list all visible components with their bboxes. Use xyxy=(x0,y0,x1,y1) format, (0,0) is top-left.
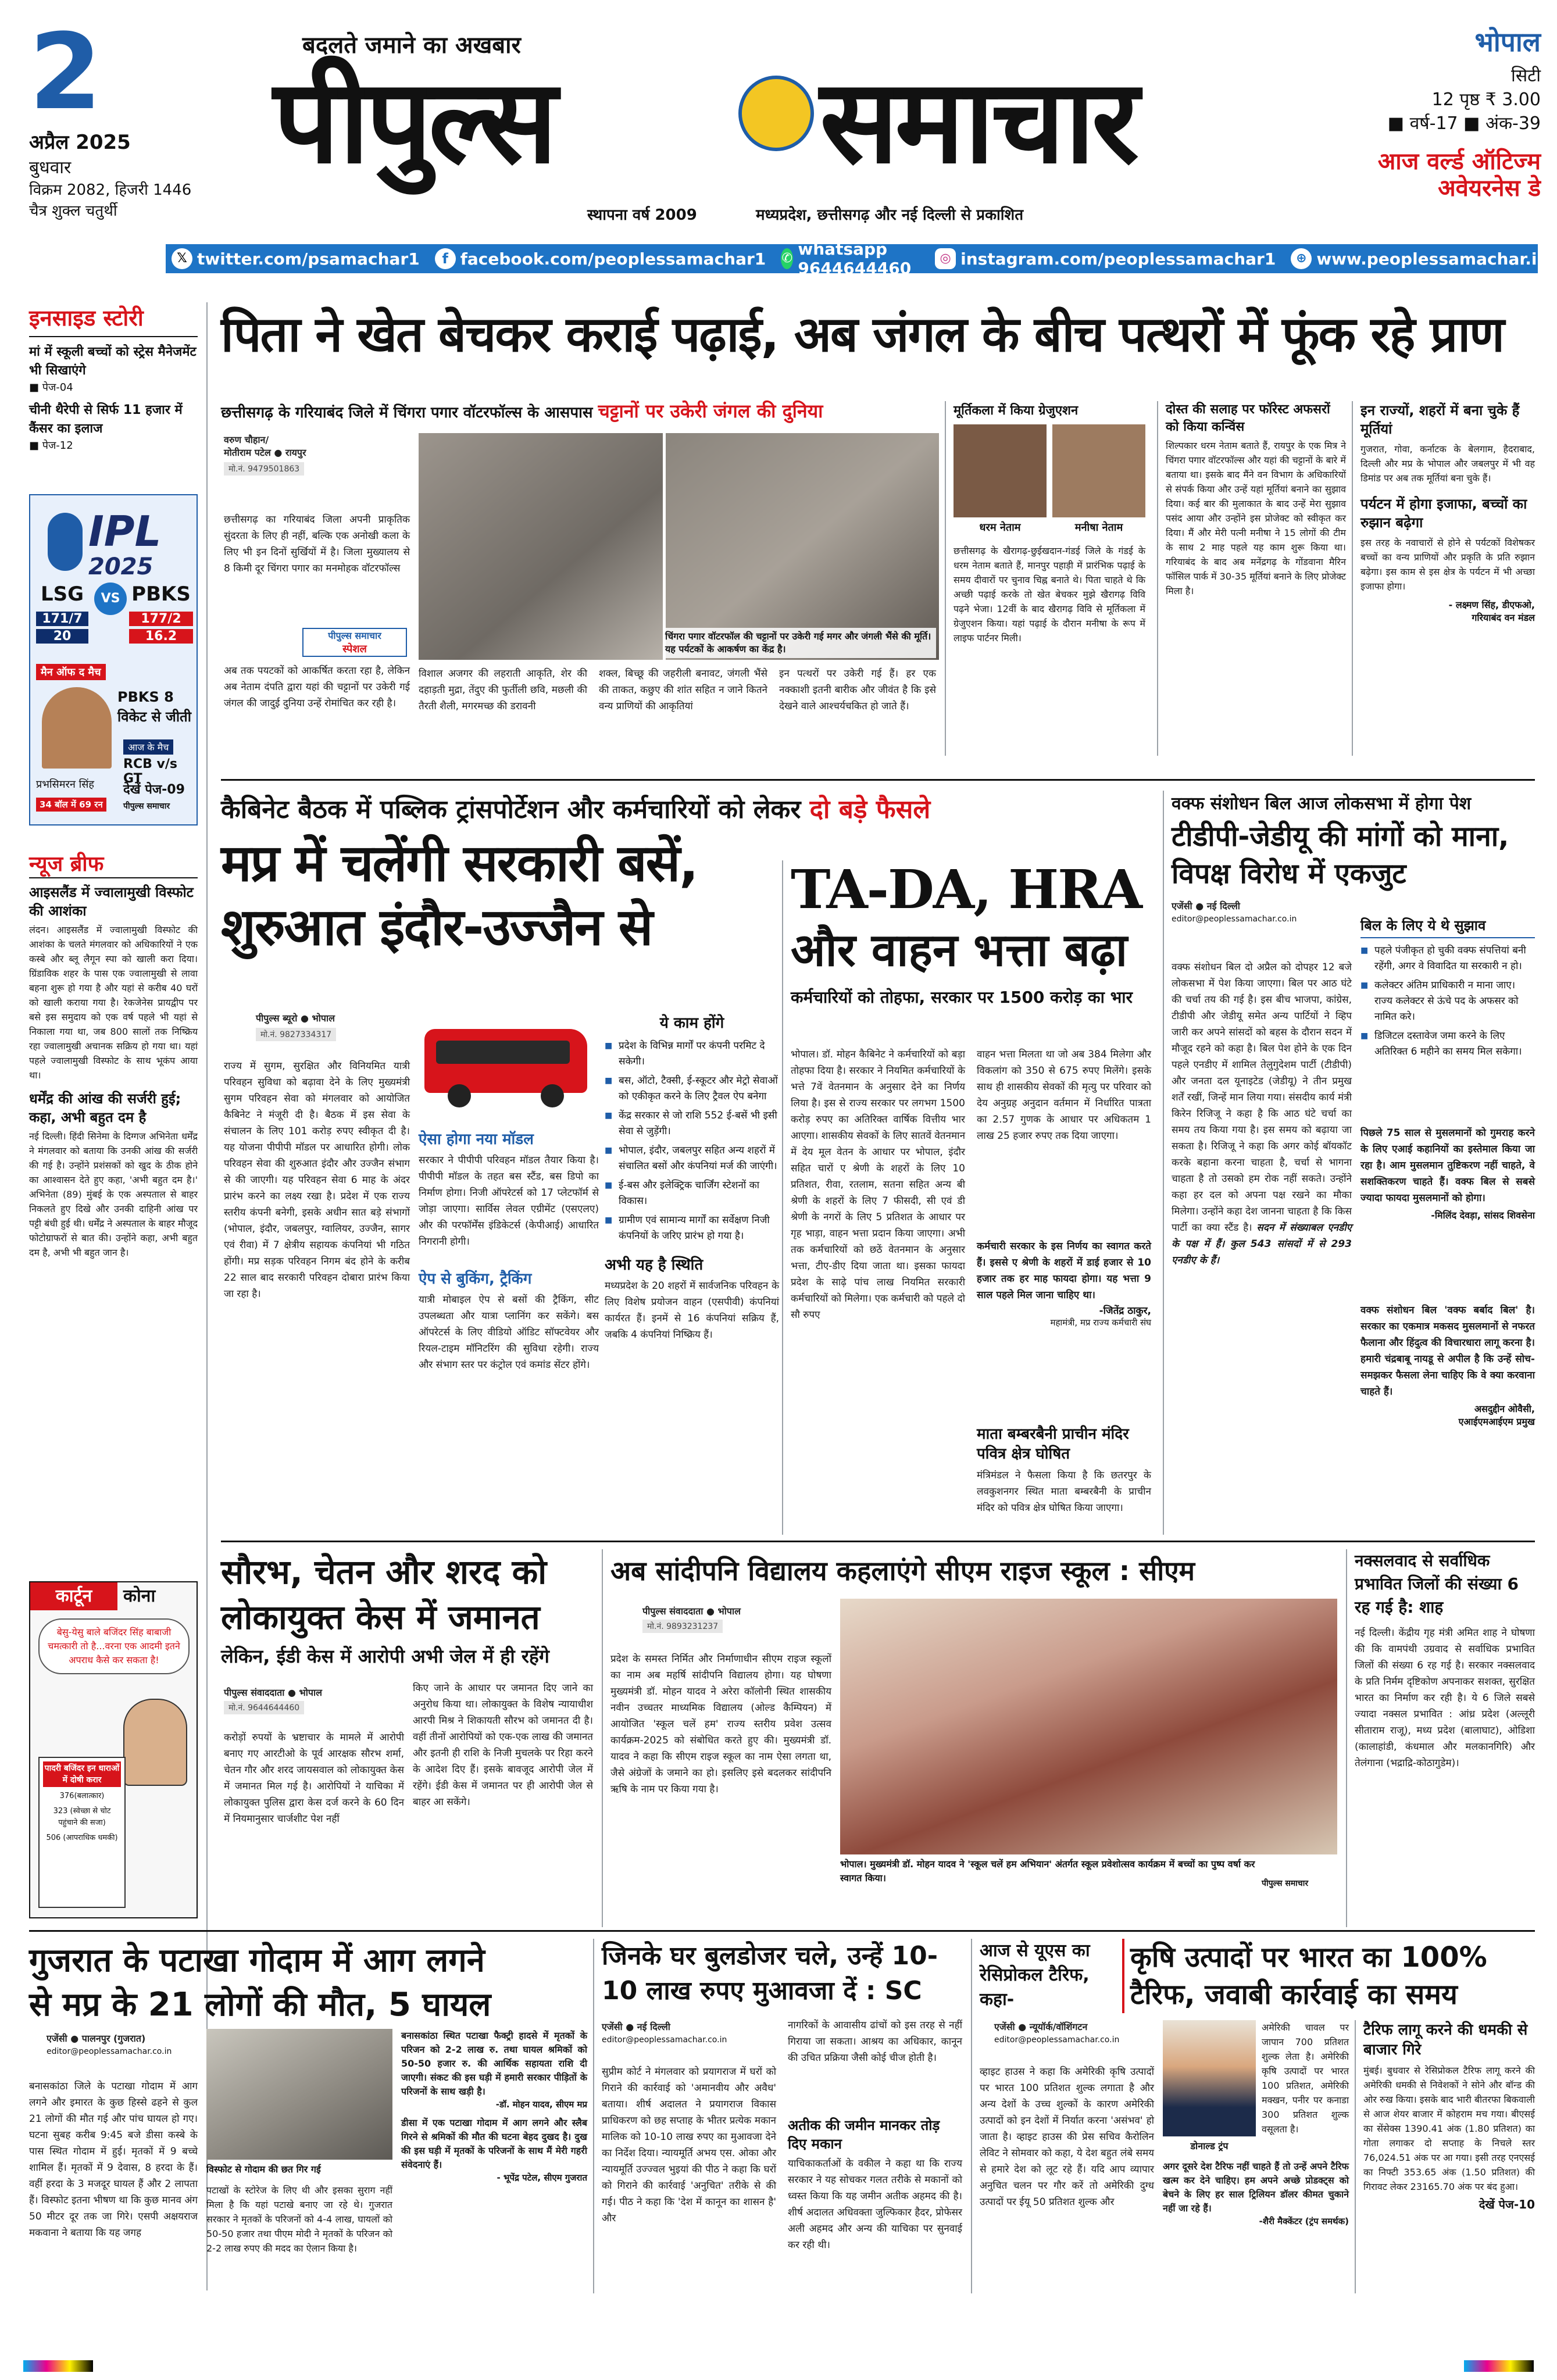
lead-rule-3 xyxy=(1352,401,1353,756)
ipl-credit: पीपुल्स समाचार xyxy=(123,802,170,811)
twitter-label: twitter.com/psamachar1 xyxy=(197,249,420,269)
lokayukta-body-1: करोड़ों रुपयों के भ्रष्टाचार के मामले में आरोपी बनाए गए आरटीओ के पूर्व आरक्षक सौरभ शर्मा, चेतन गौर और शरद जायसवाल को लोकायुक्त केस में जमानत मिल गई है। आरोपियों ने याचिका में लोकायुक्त पुलिस द्वारा केस दर्ज करने के 60 दिन में नियमानुसार चार्जशीट पेश नहीं xyxy=(224,1732,404,1825)
bus-byline: पीपुल्स ब्यूरो ● भोपाल मो.नं. 9827334317 xyxy=(256,1012,430,1041)
bulldozer-rule xyxy=(593,1939,594,2293)
buffalo-sculpture-photo xyxy=(666,433,939,660)
news-brief xyxy=(29,849,198,1260)
paper-title xyxy=(262,47,1250,209)
tariff-quote: अगर दूसरे देश टैरिफ नहीं चाहते हैं तो उन्हें अपने टैरिफ खत्म कर देने चाहिए। हम अपने अच्छे प्रोडक्ट्स को बेचने के लिए हर साल ट्रिलियन डॉलर कीमत चुकाने नहीं जा रहे हैं। -शैरी मैक्केंटर (ट्रंप समर्थक) xyxy=(1163,2161,1349,2227)
day-name: आज वर्ल्ड ऑटिज्म अवेयरनेस डे xyxy=(1377,148,1541,202)
atiq-box: अतीक की जमीन मानकर तोड़ दिए मकान याचिकाकर्ताओं के वकील ने कहा था कि राज्य सरकार ने यह सोचकर गलत तरीके से मकानों को ध्वस्त किया कि यह जमीन अतीक अहमद की है। शीर्ष अदालत अधिवक्ता जुल्फिकार हैदर, प्रोफेसर अली अहमद और अन्य की याचिका पर सुनवाई कर रही थी। xyxy=(788,2117,962,2251)
brief-head: न्यूज ब्रीफ xyxy=(29,849,198,878)
inside-head: इनसाइड स्टोरी xyxy=(29,302,198,337)
special-badge: पीपुल्स समाचार स्पेशल xyxy=(302,628,407,657)
manisha-photo xyxy=(1052,424,1145,517)
today-label: आज के मैच xyxy=(123,739,173,755)
tariff-headline: कृषि उत्पादों पर भारत का 100% टैरिफ, जवाबी कार्रवाई का समय xyxy=(1122,1939,1535,2013)
tada-headline: TA-DA, HRA और वाहन भत्ता बढ़ा कर्मचारियों को तोहफा, सरकार पर 1500 करोड़ का भार xyxy=(791,858,1141,1007)
tithi: चैत्र शुक्ल चतुर्थी xyxy=(29,202,117,220)
weekday: बुधवार xyxy=(29,158,72,178)
facebook-icon: f xyxy=(435,248,456,269)
deora-quote: पिछले 75 साल से मुसलमानों को गुमराह करने के लिए एआई कहानियों का इस्तेमाल किया जा रहा है। आम मुसलमान तुष्टिकरण नहीं चाहते, वे सशक्तिकरण चाहते हैं। वक्फ बिल से सबसे ज्यादा फायदा मुसलमानों को होगा। -मिलिंद देवड़ा, सांसद शिवसेना xyxy=(1360,1127,1535,1221)
waqf-suggest: बिल के लिए ये थे सुझाव ■ पहले पंजीकृत हो चुकी वक्फ संपत्तियां बनी रहेंगी, अगर वे विवादित या सरकारी न हो। ■ कलेक्टर अंतिम प्राधिकारी न माना जाए। राज्य कलेक्टर से ऊंचे पद के अफसर को नामित करे। ■ डिजिटल दस्तावेज जमा करने के लिए अतिरिक्त 6 महीने का समय मिल सकेगा। xyxy=(1360,916,1535,1063)
cmrise-body: प्रदेश के समस्त निर्मित और निर्माणाधीन सीएम राइज स्कूलों का नाम अब महर्षि सांदीपनि विद्यालय होगा। यह घोषणा मुख्यमंत्री डॉ. मोहन यादव ने अरेरा कॉलोनी स्थित शासकीय नवीन उच्चतर माध्यमिक विद्यालय (ओल्ड कैम्पियन) में आयोजित 'स्कूल चलें हम' राज्य स्तरीय प्रवेश उत्सव कार्यक्रम-2025 को संबोधित करते हुए की। मुख्यमंत्री डॉ. यादव ने कहा कि सीएम राइज स्कूल का नाम ऐसा लगता था, जैसे अंग्रेजों के जमाने का हो। इसलिए इसे बदलकर सांदीपनि ऋषि के नाम पर किया गया है। xyxy=(610,1653,831,1795)
instagram-label: instagram.com/peoplessamachar1 xyxy=(960,249,1276,269)
globe-icon: ⊕ xyxy=(1291,248,1312,269)
gujarat-byline: एजेंसी ● पालनपुर (गुजरात) editor@peoplessamachar.co.in xyxy=(47,2033,172,2056)
waqf-rule xyxy=(1163,791,1164,1535)
gujarat-body-2: पटाखों के स्टोरेज के लिए थी और इसका सुराग नहीं मिला है कि यहां पटाखे बनाए जा रहे थे। गुजरात सरकार ने मृतकों के परिजनों को 4-4 लाख, घायलों को 50-50 हजार तथा पीएम मोदी ने मृतकों के परिजन को 2-2 लाख रुपए की मदद का ऐलान किया है। xyxy=(206,2185,392,2254)
website-link[interactable] xyxy=(1291,248,1548,269)
tariff-byline: एजेंसी ● न्यूयॉर्क/वॉशिंगटन editor@peoplessamachar.co.in xyxy=(994,2021,1120,2045)
naxal-rule xyxy=(1346,1549,1347,1927)
edition-block xyxy=(1349,23,1541,202)
bulldozer-headline: जिनके घर बुलडोजर चले, उन्हें 10- 10 लाख रुपए मुआवजा दें : SC xyxy=(602,1941,938,2006)
lead-bottom-rule xyxy=(221,779,1535,781)
gujarat-headline: गुजरात के पटाखा गोदाम में आग लगने से मप्र के 21 लोगों की मौत, 5 घायल xyxy=(29,1942,491,2024)
owaisi-quote: वक्फ संशोधन बिल 'वक्फ बर्बाद बिल' है। सरकार का एकमात्र मकसद मुसलमानों से नफरत फैलाना और हिंदुत्व की विचारधारा लागू करना है। हमारी चंद्रबाबू नायडू से अपील है कि उन्हें सोच-समझकर फैसला लेना चाहिए कि वे क्या करवाना चाहते हैं। असदुद्दीन ओवैसी, एआईएमआईएम प्रमुख xyxy=(1360,1305,1535,1427)
lead-headline: पिता ने खेत बेचकर कराई पढ़ाई, अब जंगल के बीच पत्थरों में फूंक रहे प्राण xyxy=(221,306,1504,363)
edition: सिटी xyxy=(1511,66,1541,86)
bulldozer-body-1: सुप्रीम कोर्ट ने मंगलवार को प्रयागराज में घरों को गिराने की कार्रवाई को 'अमानवीय और अवैध' बताया। शीर्ष अदालत ने प्रयागराज विकास प्राधिकरण को छह सप्ताह के भीतर प्रत्येक मकान मालिक को 10-10 लाख रुपए का मुआवजा देने का निर्देश दिया। न्यायमूर्ति अभय एस. ओका और न्यायमूर्ति उज्ज्वल भुइयां की पीठ ने कहा कि घरों को गिराने की कार्रवाई 'अनुचित' तरीके से की गई। पीठ ने कहा कि 'देश में कानून का शासन है' और xyxy=(602,2066,776,2224)
sculpt-box: मूर्तिकला में किया ग्रेजुएशन धरम नेताम मनीषा नेताम छत्तीसगढ़ के खैरागढ़-छुईखदान-गंडई जिले के गंडई के धरम नेताम बताते हैं, मानपुर पहाड़ी में प्रारंभिक पढ़ाई के समय दीवारों पर चुनाव चिह्न बनाते थे। पिता चाहते थे कि अच्छी पढ़ाई करके तो खेत बेचकर मुझे खैरागढ़ विवि पढ़ने भेजा। 12वीं के बाद खैरागढ़ विवि से मूर्तिकला में ग्रेजुएशन किया। यहां पढ़ाई के दौरान मनीषा के रूप में लाइफ पार्टनर मिली। xyxy=(954,403,1145,644)
website-label: www.peoplessamachar.in xyxy=(1316,249,1549,269)
bus-headline: मप्र में चलेंगी सरकारी बसें, शुरुआत इंदौर-उज्जैन से xyxy=(221,833,698,957)
tariff-see-page[interactable]: देखें पेज-10 xyxy=(1479,2197,1535,2211)
brief-1-body: लंदन। आइसलैंड में ज्वालामुखी विस्फोट की आशंका के चलते मंगलवार को अधिकारियों ने एक कस्बे और ब्लू लैगून स्पा को खाली करा दिया। ग्रिंडाविक शहर के पास एक ज्वालामुखी से लावा बहना शुरू हो गया है और यहां से करीब 40 घरों को खाली कराया गया है। रेकजेनेस प्रायद्वीप पर बसे इस समुदाय को एक वर्ष पहले भी यहां से निकाला गया था, जब 800 सालों तक निष्क्रिय रहा ज्वालामुखी अचानक सक्रिय हो गया था। यहां पहले ज्वालामुखी विस्फोट के साथ भूकंप आया था। xyxy=(29,924,198,1081)
ipl-batsman-icon xyxy=(48,513,83,571)
registration-colors xyxy=(0,2360,1557,2378)
pages-price: 12 पृष्ठ ₹ 3.00 xyxy=(1431,90,1541,110)
social-bar xyxy=(166,240,1549,278)
cartoon-figure xyxy=(123,1699,187,1786)
lead-col-2: विशाल अजगर की लहराती आकृति, शेर की दहाड़ती मुद्रा, तेंदुए की फुर्तीली छवि, मछली की तैरती शैली, मगरमच्छ की डरावनी xyxy=(419,668,587,712)
tariff-body-2: अमेरिकी चावल पर जापान 700 प्रतिशत शुल्क लेता है। अमेरिकी कृषि उत्पादों पर भारत 100 प्रतिशत, अमेरिकी मक्खन, पनीर पर कनाडा 300 प्रतिशत शुल्क वसूलता है। xyxy=(1262,2022,1349,2135)
bulldozer-body-2: नागरिकों के आवासीय ढांचों को इस तरह से नहीं गिराया जा सकता। आश्रय का अधिकार, कानून की उचित प्रक्रिया जैसी कोई चीज होती है। xyxy=(788,2020,962,2064)
lokayukta-byline: पीपुल्स संवाददाता ● भोपाल मो.नं. 9644644460 xyxy=(224,1686,398,1714)
trump-photo xyxy=(1163,2020,1256,2136)
date-month: अप्रैल 2025 xyxy=(29,131,131,154)
title-right: समाचार xyxy=(820,54,1136,190)
bus-body: राज्य में सुगम, सुरक्षित और विनियमित यात्री परिवहन सुविधा को बढ़ावा देने के लिए मुख्यमंत्री सुगम परिवहन सेवा को मंगलवार को आयोजित कैबिनेट ने मंजूरी दी है। बैठक में इस सेवा के संचालन के लिए 101 करोड़ रुपए स्वीकृत दी है। यह योजना पीपीपी मॉडल पर आधारित होगी। लोक परिवहन सेवा की शुरुआत इंदौर और उज्जैन संभाग से की जाएगी। यह परिवहन सेवा 6 माह के अंदर प्रारंभ करने का लक्ष्य रखा है। प्रदेश में एक राज्य स्तरीय कंपनी बनेगी, इसके अधीन सात बड़े संभागों (भोपाल, इंदौर, जबलपुर, ग्वालियर, उज्जैन, सागर एवं रीवा) में 7 क्षेत्रीय सहायक कंपनियां भी गठित होंगी। मप्र सड़क परिवहन निगम बंद होने के करीब 22 साल बाद सरकारी परिवहन दोबारा प्रारंभ किया जा रहा है। xyxy=(224,1060,410,1300)
cmrise-headline: अब सांदीपनि विद्यालय कहलाएंगे सीएम राइज स्कूल : सीएम xyxy=(610,1555,1195,1586)
lokayukta-headline: सौरभ, चेतन और शरद को लोकायुक्त केस में जमानत लेकिन, ईडी केस में आरोपी अभी जेल में ही रहेंगे xyxy=(221,1552,549,1667)
lead-byline: वरुण चौहान/ मोतीराम पटेल ● रायपुर मो.नं. 9479501863 xyxy=(224,433,410,476)
forest-box: दोस्त की सलाह पर फॉरेस्ट अफसरों को किया कन्विंस शिल्पकार धरम नेताम बताते हैं, रायपुर के एक मित्र ने चिंगरा पगार वॉटरफॉल्स और यहां की चट्टानों के बारे में बताया था। इसके बाद मैंने वन विभाग के अधिकारियों से संपर्क किया और उन्हें यहां मूर्तियां बनाने का सुझाव दिया। कई बार की मुलाकात के बाद उन्हें मेरा सुझाव पसंद आया और उन्होंने इस प्रोजेक्ट को स्वीकृत कर दिया। मैं और मेरी पत्नी मनीषा ने 15 लोगों की टीम के साथ 2 माह पहले यह काम शुरू किया था। गरियाबंद के बाद अब मनेंद्रगढ़ के गोंडवाना मैरिन फॉसिल पार्क में 30-35 मूर्तियां बनाने के लिए प्रोजेक्ट मिला है। xyxy=(1166,402,1346,596)
works-box: ये काम होंगे ■ प्रदेश के विभिन्न मार्गों पर कंपनी परमिट दे सकेगी। ■ बस, ऑटो, टैक्सी, ई-स्कूटर और मेट्रो सेवाओं को एकीकृत करने के लिए ट्रैवल ऐप बनेगा ■ केंद्र सरकार से जो राशि 552 ई-बसें भी इसी सेवा से जुड़ेंगी। ■ भोपाल, इंदौर, जबलपुर सहित अन्य शहरों में संचालित बसों और कंपनियां मर्ज की जाएंगी। ■ ई-बस और इलेक्ट्रिक चार्जिंग स्टेशनों का विकास। ■ ग्रामीण एवं सामान्य मार्गों का सर्वेक्षण निजी कंपनियों के जरिए प्रारंभ हो गया है। अभी यह है स्थिति मध्यप्रदेश के 20 शहरों में सार्वजनिक परिवहन के लिए विशेष प्रयोजन वाहन (एसपीवी) कंपनियां कार्यरत हैं। इनमें से 16 कंपनियां सक्रिय हैं, जबकि 4 कंपनियां निष्क्रिय हैं। xyxy=(605,1012,779,1343)
cartoon-bubble: बेसु-येसु बाले बजिंदर सिंह बाबाजी चमत्कारी तो है...वरना एक आदमी इतने अपराध कैसे कर सकता है! xyxy=(38,1618,190,1674)
model-box: ऐसा होगा नया मॉडल सरकार ने पीपीपी परिवहन मॉडल तैयार किया है। पीपीपी मॉडल के तहत बस स्टैंड, बस डिपो का निर्माण होगा। निजी ऑपरेटर्स को 17 प्लेटफॉर्म से जोड़ा जाएगा। सार्विस लेवल एग्रीमेंट (एसएलए) और की परफॉर्मेंस इंडिकेटर्स (केपीआई) आधारित निगरानी होगी। ऐप से बुकिंग, ट्रैकिंग यात्री मोबाइल ऐप से बसों की ट्रैकिंग, सीट उपलब्धता और यात्रा प्लानिंग कर सकेंगे। बस ऑपरेटर्स के लिए वीडियो ऑडिट सॉफ्टवेयर और रियल-टाइम मॉनिटरिंग की सुविधा रहेगी। राज्य और संभाग स्तर पर कंट्रोल एवं कमांड सेंटर होंगे। xyxy=(419,1131,599,1371)
tada-body-2: वाहन भत्ता मिलता था जो अब 384 मिलेगा और विकलांग को 350 से 675 रुपए मिलेंगे। इसके साथ ही शासकीय सेवकों की मृत्यु पर परिवार को देय अनुग्रह अनुदान वर्तमान में निर्धारित पात्रता का 2.57 गुणक के आधार पर अधिकतम 1 लाख 25 हजार रुपए तक दिया जाएगा। xyxy=(977,1049,1151,1142)
whatsapp-link[interactable] xyxy=(781,240,920,278)
founded: स्थापना वर्ष 2009 xyxy=(587,206,697,224)
works-list: ■ प्रदेश के विभिन्न मार्गों पर कंपनी परमिट दे सकेगी। ■ बस, ऑटो, टैक्सी, ई-स्कूटर और मेट्रो सेवाओं को एकीकृत करने के लिए ट्रैवल ऐप बनेगा ■ केंद्र सरकार से जो राशि 552 ई-बसें भी इसी सेवा से जुड़ेंगी। ■ भोपाल, इंदौर, जबलपुर सहित अन्य शहरों में संचालित बसों और कंपनियां मर्ज की जाएंगी। ■ ई-बस और इलेक्ट्रिक चार्जिंग स्टेशनों का विकास। ■ ग्रामीण एवं सामान्य मार्गों का सर्वेक्षण निजी कंपनियों के जरिए प्रारंभ हो गया है। xyxy=(605,1038,779,1244)
cartoon-board: पादरी बजिंदर इन धाराओं में दोषी करार 376(बलात्कार) 323 (स्वेच्छा से चोट पहुंचाने की सजा) 506 (आपराधिक धमकी) xyxy=(38,1757,126,1908)
whatsapp-label: whatsapp 9644644460 xyxy=(798,240,912,278)
lead-rule-1 xyxy=(945,401,946,756)
date-block xyxy=(29,12,203,256)
bulldozer-byline: एजेंसी ● नई दिल्ली editor@peoplessamachar.co.in xyxy=(602,2021,727,2045)
lead-body-2: अब तक पयटकों को आकर्षित करता रहा है, लेकिन अब नेताम दंपति द्वारा यहां की चट्टानों पर उकेरी गई जंगल की जादुई दुनिया उन्हें रोमांचित कर रही है। xyxy=(224,665,410,709)
crocodile-sculpture-photo xyxy=(419,433,663,660)
market-box: टैरिफ लागू करने की धमकी से बाजार गिरे मुंबई। बुधवार से रेसिप्रोकल टैरिफ लागू करने की अमेरिकी धमकी से निवेशकों ने सोने और बॉन्ड की ओर रुख किया। इसके बाद भारी बीतरफा बिकवाली से आज शेयर बाजार में कोहराम मच गया। बीएसई का सेंसेक्स 1390.41 अंक (1.80 प्रतिशत) का गोता लगाकर दो सप्ताह के निचले स्तर 76,024.51 अंक पर आ गया। इसी तरह एनएसई का निफ्टी 353.65 अंक (1.50 प्रतिशत) की गिरावट लेकर 23165.70 अंक पर बंद हुआ। देखें पेज-10 xyxy=(1363,2021,1535,2211)
inside-item-2[interactable]: चीनी थैरेपी से सिर्फ 11 हजार में कैंसर का इलाज ■ पेज-12 xyxy=(29,403,183,452)
lokayukta-body-2: किए जाने के आधार पर जमानत दिए जाने का अनुरोध किया था। लोकायुक्त के विशेष न्यायाधीश आरपी मिश्र ने शिकायती सौरभ को जमानत दी है। वहीं तीनों आरोपियों को एक-एक लाख की जमानत और इतनी ही राशि के निजी मुचलके पर रिहा करने के आदेश दिए हैं। इसके बावजूद आरोपी जेल में रहेंगे। ईडी केस में जमानत पर ही आरोपी जेल से बाहर आ सकेंगे। xyxy=(413,1682,593,1808)
states-box: इन राज्यों, शहरों में बना चुके हैं मूर्तियां गुजरात, गोवा, कर्नाटक के बेलगाम, हैदराबाद, दिल्ली और मप्र के भोपाल और जबलपुर में भी वह डिमांड पर अब तक मूर्तियां बना चुके हैं। पर्यटन में होगा इजाफा, बच्चों का रुझान बढ़ेगा इस तरह के नवाचारों से होने से पर्यटकों विशेषकर बच्चों का वन्य प्राणियों और प्रकृति के प्रति रुझान बढ़ेगा। इस काम से इस क्षेत्र के पर्यटन में भी अच्छा इजाफा होगा। - लक्ष्मण सिंह, डीएफओ, गरियाबंद वन मंडल xyxy=(1360,402,1535,623)
lead-subhead: छत्तीसगढ़ के गरियाबंद जिले में चिंगरा पगार वॉटरफॉल्स के आसपास चट्टानों पर उकेरी जंगल की दुनिया xyxy=(221,400,823,422)
temple-box: माता बम्बरबैनी प्राचीन मंदिर पवित्र क्षेत्र घोषित मंत्रिमंडल ने फैसला किया है कि छतरपुर के लवकुशनगर स्थित माता बम्बरबैनी के प्राचीन मंदिर को पवित्र क्षेत्र घोषित किया जाएगा। xyxy=(977,1425,1151,1514)
brief-2-body: नई दिल्ली। हिंदी सिनेमा के दिग्गज अभिनेता धर्मेंद्र ने मंगलवार को बताया कि उनकी आंख की सर्जरी की गई है। उन्होंने प्रशंसकों को खुद के ठीक होने का आश्वासन देते हुए कहा, 'अभी बहुत दम है।' अभिनेता (89) मुंबई के एक अस्पताल से बाहर निकलते हुए दिखे और उनकी दाहिनी आंख पर पट्टी बंधी हुई थी। धर्मेंद्र ने अस्पताल के बाहर मौजूद फोटोग्राफरों से बात की। उन्होंने कहा, अभी बहुत दम है, अभी भी बहुत जान है। xyxy=(29,1131,198,1258)
tariff-rule xyxy=(971,1939,972,2293)
cabinet-kicker: कैबिनेट बैठक में पब्लिक ट्रांसपोर्टेशन और कर्मचारियों को लेकर दो बड़े फैसले xyxy=(221,795,931,824)
warehouse-collapse-photo xyxy=(206,2029,392,2160)
title-left: पीपुल्स xyxy=(273,54,554,190)
instagram-link[interactable] xyxy=(935,248,1276,269)
cmrise-byline: पीपुल्स संवाददाता ● भोपाल मो.नं. 9893231237 xyxy=(642,1604,817,1633)
bus-illustration xyxy=(419,1006,593,1116)
lead-photo-caption: चिंगरा पगार वॉटरफॉल की चट्टानों पर उकेरी गई मगर और जंगली भैंसे की मूर्ति। यह पर्यटकों के आकर्षण का केंद्र है। xyxy=(663,628,936,658)
masthead xyxy=(0,0,1557,259)
tada-body-1: भोपाल। डॉ. मोहन कैबिनेट ने कर्मचारियों को बड़ा तोहफा दिया है। सरकार ने नियमित कर्मचारियों के भत्ते 7वें वेतनमान के अनुसार देने का निर्णय लिया है। इस से राज्य सरकार पर लगभग 1500 करोड़ रुपए का अतिरिक्त वार्षिक वित्तीय भार आएगा। शासकीय सेवकों के लिए सातवें वेतनमान में देय मूल वेतन के आधार पर भोपाल, इंदौर सहित चारों ए श्रेणी के शहरों के लिए 10 प्रतिशत, रीवा, रतलाम, सतना सहित अन्य बी श्रेणी के शहरों के लिए 7 फीसदी, सी एवं डी श्रेणी के नगरों के लिए 5 प्रतिशत के आधार पर गृह भाड़ा, वाहन भत्ता प्रदान किया जाएगा। अभी तक कर्मचारियों को छठें वेतनमान के अनुसार भत्ता, टीए-डीए दिया जाता था। इसका फायदा प्रदेश के साढ़े पांच लाख नियमित सरकारी कर्मचारियों को मिलेगा। एक कर्मचारी को पहले दो सौ रुपए xyxy=(791,1049,965,1321)
whatsapp-icon: ✆ xyxy=(781,248,793,269)
ipl-box xyxy=(29,494,198,826)
brief-1-head: आइसलैंड में ज्वालामुखी विस्फोट की आशंका xyxy=(29,884,194,919)
cmrise-credit: पीपुल्स समाचार xyxy=(1262,1879,1309,1888)
gujarat-caption: विस्फोट से गोदाम की छत गिर गई xyxy=(206,2164,321,2175)
lead-col-3: शक्ल, बिच्छू की जहरीली बनावट, जंगली भैंसे की ताकत, कछुए की शांत सहित न जाने कितने वन्य प्राणियों की आकृतियां xyxy=(599,668,767,712)
cmrise-rule xyxy=(602,1549,603,1927)
instagram-icon: ◎ xyxy=(935,248,956,269)
year-issue: ■ वर्ष-17 ■ अंक-39 xyxy=(1387,113,1541,134)
see-page[interactable]: देखें पेज-09 xyxy=(123,782,185,797)
inside-story xyxy=(29,302,198,452)
inside-item-1[interactable]: मां में स्कूली बच्चों को स्ट्रेस मैनेजमेंट भी सिखाएंगे ■ पेज-04 xyxy=(29,345,197,394)
cmrise-caption: भोपाल। मुख्यमंत्री डॉ. मोहन यादव ने 'स्कूल चलें हम अभियान' अंतर्गत स्कूल प्रवेशोत्सव कार्यक्रम में बच्चों का पुष्प वर्षा कर स्वागत किया। xyxy=(840,1859,1255,1884)
player-name: प्रभसिमरन सिंह xyxy=(36,778,94,791)
tada-quote: कर्मचारी सरकार के इस निर्णय का स्वागत करते हैं। इससे ए श्रेणी के शहरों में डाई हजार से 10 हजार तक हर माह फायदा होगा। यह भत्ता 9 साल पहले मिल जाना चाहिए था। -जितेंद्र ठाकुर, महामंत्री, मप्र राज्य कर्मचारी संघ xyxy=(977,1241,1151,1328)
lead-col-4: इन पत्थरों पर उकेरी गई हैं। हर एक नक्काशी इतनी बारीक और जीवंत है कि इसे देखने वाले आश्चर्यचकित हो जाते हैं। xyxy=(779,668,936,712)
mom-label: मैन ऑफ द मैच xyxy=(36,664,106,680)
brief-2-head: धर्मेंद्र की आंख की सर्जरी हुई; कहा, अभी बहुत दम है xyxy=(29,1091,181,1125)
mid-rule xyxy=(221,1541,1535,1542)
facebook-link[interactable] xyxy=(435,248,766,269)
samvat: विक्रम 2082, हिजरी 1446 xyxy=(29,181,192,199)
twitter-link[interactable] xyxy=(172,248,420,269)
published: मध्यप्रदेश, छत्तीसगढ़ और नई दिल्ली से प्रकाशित xyxy=(756,206,1024,224)
gujarat-quotes: बनासकांठा स्थित पटाखा फैक्ट्री हादसे में मृतकों के परिजन को 2-2 लाख रु. तथा घायल श्रमिकों को 50-50 हजार रु. की आर्थिक सहायता राशि दी जाएगी। संकट की इस घड़ी में हमारी सरकार पीड़ितों के परिजनों के साथ खड़ी है। -डॉ. मोहन यादव, सीएम मप्र डीसा में एक पटाखा गोदाम में आग लगने और स्लैब गिरने से श्रमिकों की मौत की घटना बेहद दुखद है। दुख की इस घड़ी में मृतकों के परिजनों के साथ मैं मेरी गहरी संवेदनाएं हैं। - भूपेंद्र पटेल, सीएम गुजरात xyxy=(401,2030,587,2183)
ipl-result: PBKS 8 विकेट से जीती xyxy=(117,689,191,725)
lead-rule-2 xyxy=(1157,401,1158,756)
facebook-label: facebook.com/peoplessamachar1 xyxy=(460,249,766,269)
market-rule xyxy=(1355,2020,1356,2293)
gujarat-body: बनासकांठा जिले के पटाखा गोदाम में आग लगने और इमारत के कुछ हिस्से ढहने से कुल 21 लोगों की मौत गई और पांच घायल हो गए। घटना सुबह करीब 9:45 बजे डीसा कस्बे के पास स्थित गोदाम में हुई। मृतकों में 9 बच्चे शामिल हैं। मृतकों में 9 देवास, 8 हरदा के हैं। वहीं हरदा के 3 मजदूर घायल हैं और 2 लापता हैं। विस्फोट इतना भीषण था कि कुछ मानव अंग 50 मीटर दूर तक जा गिरे। एसपी अक्षयराज मकवाना ने बताया कि यह जगह xyxy=(29,2081,198,2239)
tariff-body-1: व्हाइट हाउस ने कहा कि अमेरिकी कृषि उत्पादों पर भारत 100 प्रतिशत शुल्क लगाता है और अन्य देशों के उच्च शुल्कों के कारण अमेरिकी उत्पादों को इन देशों में निर्यात करना 'असंभव' हो जाता है। व्हाइट हाउस की प्रेस सचिव कैरोलिन लेविट ने सोमवार को कहा, ये देश बहुत लंबे समय से हमारे देश को लूट रहे हैं। यदि आप व्यापार अनुचित चलन पर गौर करें तो अमेरिकी दुग्ध उत्पादों पर ईयू 50 प्रतिशत शुल्क और xyxy=(980,2066,1154,2208)
player-photo xyxy=(42,687,112,769)
tagline: बदलते जमाने का अखबार xyxy=(302,32,521,59)
logo-emblem xyxy=(738,76,814,151)
ipl-logo: IPL 2025 xyxy=(48,507,181,577)
cm-flower-shower-photo xyxy=(840,1599,1337,1854)
naxal-box: नक्सलवाद से सर्वाधिक प्रभावित जिलों की संख्या 6 रह गई है: शाह नई दिल्ली। केंद्रीय गृह मंत्री अमित शाह ने घोषणा की कि वामपंथी उग्रवाद से सर्वाधिक प्रभावित जिलों की संख्या 6 रह गई है। सरकार नक्सलवाद के प्रति निर्मम दृष्टिकोण अपनाकर सशक्त, सुरक्षित भारत का निर्माण कर रही है। ये 6 जिले सबसे ज्यादा नक्सल प्रभावित : आंध्र प्रदेश (अल्लूरी सीताराम राजू), मध्य प्रदेश (बालाघाट), ओडिशा (कालाहांडी, कंधमाल और मलकानगिरि) और तेलंगाना (भद्राद्रि-कोठागुडेम)। xyxy=(1355,1551,1535,1769)
tada-rule xyxy=(782,860,783,1535)
dharam-photo xyxy=(954,424,1047,517)
cartoon-label: कार्टून कोना xyxy=(30,1582,199,1610)
waqf-box: वक्फ संशोधन बिल आज लोकसभा में होगा पेश टीडीपी-जेडीयू की मांगों को माना, विपक्ष विरोध में एकजुट एजेंसी ● नई दिल्ली editor@peoplessamachar.co.in xyxy=(1172,794,1509,924)
lower-rule xyxy=(29,1930,1535,1932)
cartoon-box xyxy=(29,1581,198,1918)
waqf-body: वक्फ संशोधन बिल दो अप्रैल को दोपहर 12 बजे लोकसभा में पेश किया जाएगा। बिल पर आठ घंटे की चर्चा तय की गई है। इस बीच भाजपा, कांग्रेस, टीडीपी और जेडीयू समेत अन्य पार्टियों ने व्हिप जारी कर अपने सांसदों को बहस के दौरान सदन में मौजूद रहने को कहा है। बिल पेश होने के एक दिन पहले एनडीए में शामिल तेलुगुदेशम पार्टी (टीडीपी) और जनता दल यूनाइटेड (जेडीयू) ने तीन प्रमुख शर्तें रखीं, जिन्हें मान लिया गया। संसदीय कार्य मंत्री किरेन रिजिजू ने कहा है कि आठ घंटे चर्चा का समय तय किया गया है। इस समय को बढ़ाया जा सकता है। रिजिजू ने कहा कि अगर कोई बॉयकॉट करके बहाना करना चाहता है, चर्चा से भागना चाहता है तो उसको हम रोक नहीं सकते। उन्होंने कहा हर दल को अपना पक्ष रखने का मौका मिलेगा। उन्होंने कहा देश जानना चाहता है कि किस पार्टी का क्या स्टैंड है। सदन में संख्याबल एनडीए के पक्ष में हैं। कुल 543 सांसदों में से 293 एनडीए के हैं। xyxy=(1172,962,1352,1266)
ipl-scoreboard: LSG VS PBKS 171/7 20 177/2 16.2 xyxy=(36,583,193,658)
player-stat: 34 बॉल में 69 रन xyxy=(36,798,106,812)
city: भोपाल xyxy=(1474,26,1541,58)
tariff-label: आज से यूएस का रेसिप्रोकल टैरिफ, कहा- xyxy=(980,1941,1090,2010)
x-icon: 𝕏 xyxy=(172,248,192,269)
trump-name: डोनाल्ड ट्रंप xyxy=(1190,2140,1229,2152)
lead-body-1: छत्तीसगढ़ का गरियाबंद जिला अपनी प्राकृतिक सुंदरता के लिए ही नहीं, बल्कि एक अनोखी कला के लिए भी इन दिनों सुर्खियों में है। जिला मुख्यालय से 8 किमी दूर चिंगरा पगार का मनमोहक वॉटरफॉल्स xyxy=(224,514,410,574)
date-number: 2 xyxy=(29,12,102,133)
today-match: RCB v/s GT xyxy=(123,757,177,786)
